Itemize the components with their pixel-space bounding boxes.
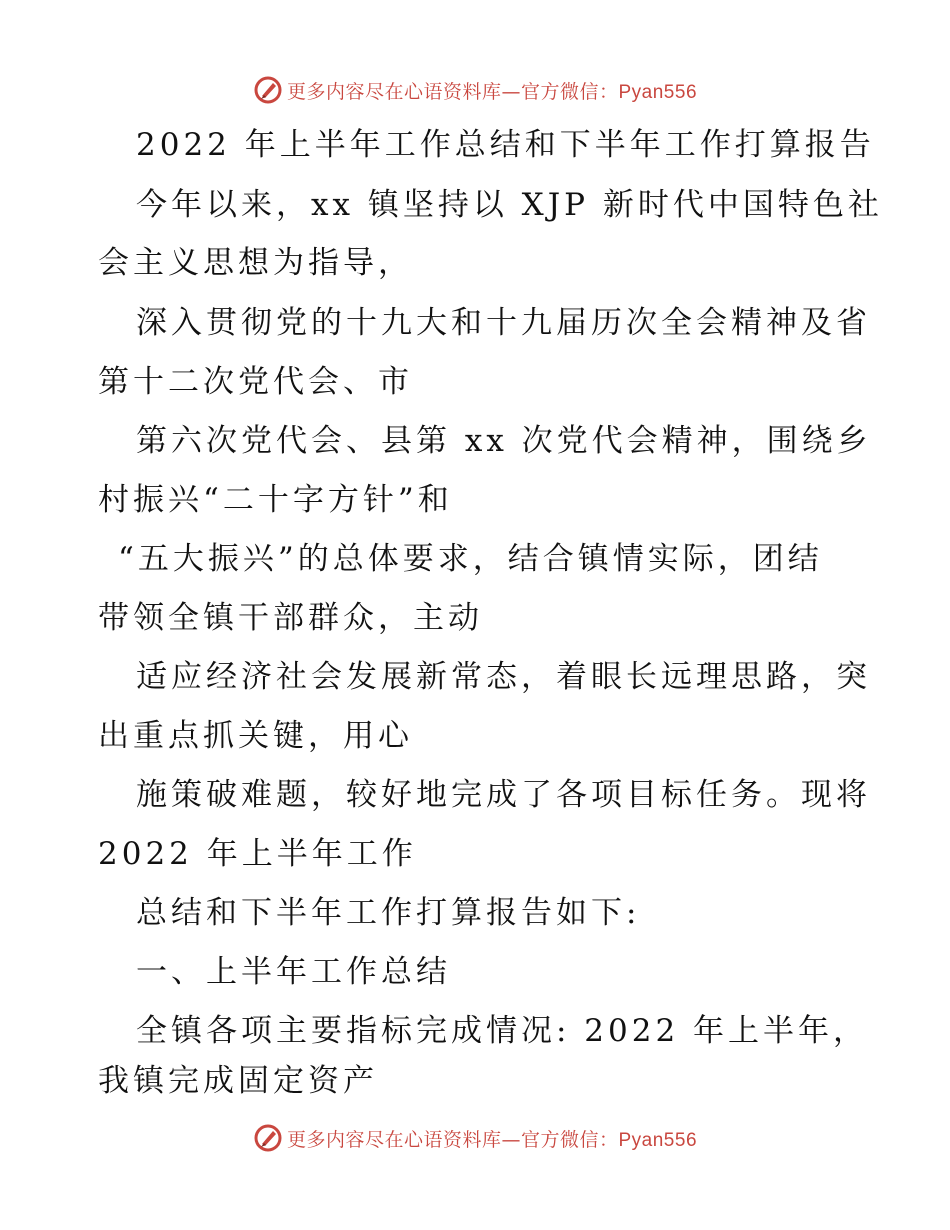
document-line: 会主义思想为指导， [98, 245, 413, 281]
quill-pen-logo-icon [253, 75, 283, 105]
document-line: 2022 年上半年工作 [98, 836, 417, 872]
document-line: 总结和下半年工作打算报告如下: [136, 895, 641, 931]
document-line: 村振兴“二十字方针”和 [98, 482, 453, 518]
watermark-label: 官方微信： [520, 80, 619, 103]
section-heading: 一、上半年工作总结 [136, 954, 451, 990]
document-line: 第十二次党代会、市 [98, 364, 413, 400]
watermark-separator: — [501, 80, 521, 103]
document-line: 今年以来，xx 镇坚持以 XJP 新时代中国特色社 [136, 187, 883, 223]
document-line: 施策破难题，较好地完成了各项目标任务。现将 [136, 777, 871, 813]
document-line: 我镇完成固定资产 [98, 1063, 378, 1099]
document-title: 2022 年上半年工作总结和下半年工作打算报告 [136, 127, 875, 163]
document-line: 适应经济社会发展新常态，着眼长远理思路，突 [136, 659, 871, 695]
watermark-separator: — [501, 1128, 521, 1151]
watermark-account: Pyan556 [618, 1129, 698, 1151]
document-line: 出重点抓关键，用心 [98, 718, 413, 754]
watermark-account: Pyan556 [618, 81, 698, 103]
watermark-prefix: 更多内容尽在心语资料库 [286, 1128, 502, 1151]
watermark-prefix: 更多内容尽在心语资料库 [286, 80, 502, 103]
watermark-footer [0, 1118, 950, 1158]
document-line: 第六次党代会、县第 xx 次党代会精神，围绕乡 [136, 423, 872, 459]
watermark-text [287, 77, 697, 104]
document-line: 深入贯彻党的十九大和十九届历次全会精神及省 [136, 305, 871, 341]
quill-pen-logo-icon [253, 1123, 283, 1153]
document-line: 带领全镇干部群众，主动 [98, 600, 483, 636]
document-line: “五大振兴”的总体要求，结合镇情实际，团结 [118, 541, 823, 577]
watermark-label: 官方微信： [520, 1128, 619, 1151]
watermark-header [0, 70, 950, 110]
document-line: 全镇各项主要指标完成情况: 2022 年上半年， [136, 1013, 869, 1049]
watermark-text [287, 1125, 697, 1152]
